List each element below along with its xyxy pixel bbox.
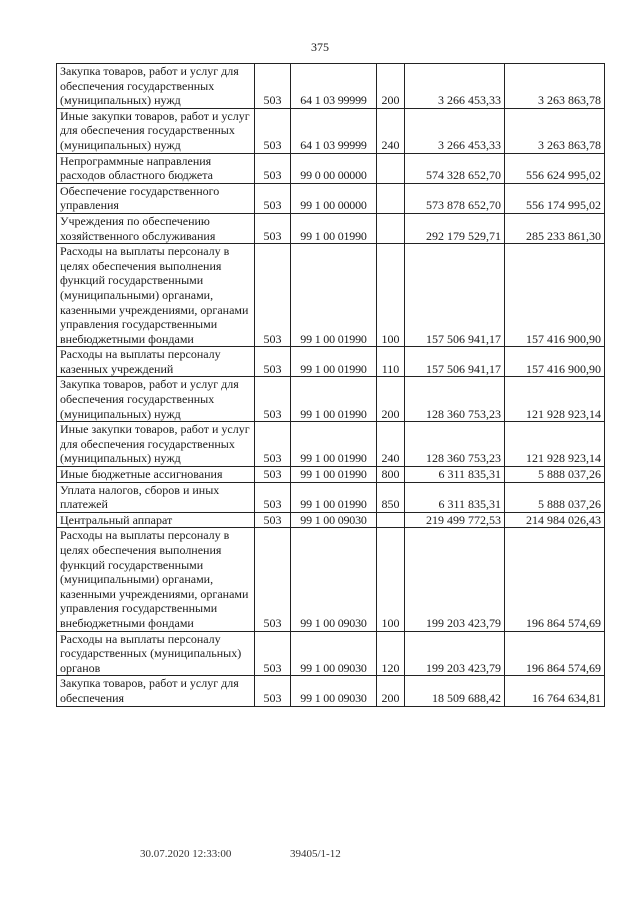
row-amount-2-cell: 121 928 923,14: [505, 377, 605, 422]
row-amount-2-cell: 214 984 026,43: [505, 512, 605, 528]
row-name-cell: Центральный аппарат: [57, 512, 255, 528]
row-amount-1-cell: 574 328 652,70: [405, 153, 505, 183]
footer-doc-number: 39405/1-12: [290, 848, 341, 860]
budget-table-body: [57, 64, 605, 707]
row-section-cell: 503: [255, 64, 291, 109]
row-amount-1-cell: 157 506 941,17: [405, 347, 505, 377]
row-vr-cell: 240: [377, 108, 405, 153]
row-amount-1-cell: 18 509 688,42: [405, 676, 505, 706]
page-number: 375: [311, 40, 329, 54]
row-amount-1-cell: 573 878 652,70: [405, 183, 505, 213]
row-csr-cell: 99 1 00 01990: [291, 482, 377, 512]
row-name-cell: Расходы на выплаты персоналу казенных учреждений: [57, 347, 255, 377]
row-vr-cell: 100: [377, 528, 405, 631]
row-vr-cell: 200: [377, 676, 405, 706]
row-vr-cell: [377, 183, 405, 213]
row-name-cell: Непрограммные направления расходов областного бюджета: [57, 153, 255, 183]
row-section-cell: 503: [255, 676, 291, 706]
table-row: [57, 244, 605, 347]
row-amount-2-cell: 3 263 863,78: [505, 64, 605, 109]
row-name-cell: Иные закупки товаров, работ и услуг для обеспечения государственных (муниципальных) нужд: [57, 108, 255, 153]
row-amount-1-cell: 3 266 453,33: [405, 64, 505, 109]
row-csr-cell: 99 1 00 01990: [291, 347, 377, 377]
row-amount-2-cell: 157 416 900,90: [505, 347, 605, 377]
table-row: [57, 108, 605, 153]
row-amount-1-cell: 128 360 753,23: [405, 377, 505, 422]
row-amount-2-cell: 121 928 923,14: [505, 422, 605, 467]
row-amount-2-cell: 196 864 574,69: [505, 528, 605, 631]
row-section-cell: 503: [255, 153, 291, 183]
table-row: [57, 512, 605, 528]
row-name-cell: Закупка товаров, работ и услуг для обеспечения: [57, 676, 255, 706]
table-row: [57, 213, 605, 243]
row-vr-cell: 800: [377, 467, 405, 483]
row-section-cell: 503: [255, 244, 291, 347]
row-amount-2-cell: 157 416 900,90: [505, 244, 605, 347]
row-section-cell: 503: [255, 482, 291, 512]
row-section-cell: 503: [255, 631, 291, 676]
row-section-cell: 503: [255, 467, 291, 483]
row-section-cell: 503: [255, 213, 291, 243]
row-section-cell: 503: [255, 528, 291, 631]
row-amount-1-cell: 6 311 835,31: [405, 482, 505, 512]
row-amount-2-cell: 3 263 863,78: [505, 108, 605, 153]
row-name-cell: Расходы на выплаты персоналу государственных (муниципальных) органов: [57, 631, 255, 676]
row-amount-1-cell: 128 360 753,23: [405, 422, 505, 467]
row-amount-2-cell: 5 888 037,26: [505, 467, 605, 483]
row-csr-cell: 99 1 00 01990: [291, 377, 377, 422]
row-amount-1-cell: 157 506 941,17: [405, 244, 505, 347]
row-vr-cell: 200: [377, 64, 405, 109]
footer-timestamp: 30.07.2020 12:33:00: [140, 848, 232, 860]
table-row: [57, 528, 605, 631]
row-csr-cell: 99 0 00 00000: [291, 153, 377, 183]
row-csr-cell: 99 1 00 09030: [291, 528, 377, 631]
table-row: [57, 64, 605, 109]
row-amount-2-cell: 5 888 037,26: [505, 482, 605, 512]
row-amount-2-cell: 196 864 574,69: [505, 631, 605, 676]
row-amount-2-cell: 16 764 634,81: [505, 676, 605, 706]
row-vr-cell: [377, 512, 405, 528]
row-name-cell: Уплата налогов, сборов и иных платежей: [57, 482, 255, 512]
table-row: [57, 482, 605, 512]
row-vr-cell: 120: [377, 631, 405, 676]
table-row: [57, 676, 605, 706]
row-csr-cell: 64 1 03 99999: [291, 108, 377, 153]
row-amount-2-cell: 285 233 861,30: [505, 213, 605, 243]
row-name-cell: Закупка товаров, работ и услуг для обеспечения государственных (муниципальных) нужд: [57, 377, 255, 422]
table-row: [57, 153, 605, 183]
budget-table: [56, 63, 605, 707]
row-vr-cell: 850: [377, 482, 405, 512]
row-name-cell: Расходы на выплаты персоналу в целях обеспечения выполнения функций государственными (муниципальными) органами, казенными учреждениями, органами управления государственными внебюджетными фондами: [57, 528, 255, 631]
row-section-cell: 503: [255, 422, 291, 467]
row-vr-cell: 200: [377, 377, 405, 422]
row-section-cell: 503: [255, 347, 291, 377]
table-row: [57, 347, 605, 377]
row-csr-cell: 64 1 03 99999: [291, 64, 377, 109]
row-csr-cell: 99 1 00 09030: [291, 676, 377, 706]
row-amount-2-cell: 556 624 995,02: [505, 153, 605, 183]
row-csr-cell: 99 1 00 01990: [291, 422, 377, 467]
row-csr-cell: 99 1 00 01990: [291, 244, 377, 347]
row-name-cell: Закупка товаров, работ и услуг для обеспечения государственных (муниципальных) нужд: [57, 64, 255, 109]
table-row: [57, 377, 605, 422]
table-row: [57, 183, 605, 213]
row-vr-cell: [377, 213, 405, 243]
row-name-cell: Расходы на выплаты персоналу в целях обеспечения выполнения функций государственными (муниципальными) органами, казенными учреждениями, органами управления государственными внебюджетными фондами: [57, 244, 255, 347]
row-csr-cell: 99 1 00 01990: [291, 467, 377, 483]
row-section-cell: 503: [255, 183, 291, 213]
row-section-cell: 503: [255, 108, 291, 153]
row-amount-1-cell: 199 203 423,79: [405, 528, 505, 631]
table-row: [57, 631, 605, 676]
row-amount-1-cell: 3 266 453,33: [405, 108, 505, 153]
row-amount-1-cell: 292 179 529,71: [405, 213, 505, 243]
row-vr-cell: 110: [377, 347, 405, 377]
row-name-cell: Иные закупки товаров, работ и услуг для обеспечения государственных (муниципальных) нужд: [57, 422, 255, 467]
table-row: [57, 422, 605, 467]
row-name-cell: Обеспечение государственного управления: [57, 183, 255, 213]
row-csr-cell: 99 1 00 09030: [291, 512, 377, 528]
row-csr-cell: 99 1 00 09030: [291, 631, 377, 676]
row-csr-cell: 99 1 00 01990: [291, 213, 377, 243]
row-amount-1-cell: 199 203 423,79: [405, 631, 505, 676]
row-amount-2-cell: 556 174 995,02: [505, 183, 605, 213]
row-csr-cell: 99 1 00 00000: [291, 183, 377, 213]
row-section-cell: 503: [255, 377, 291, 422]
row-vr-cell: 240: [377, 422, 405, 467]
row-vr-cell: 100: [377, 244, 405, 347]
row-section-cell: 503: [255, 512, 291, 528]
row-name-cell: Иные бюджетные ассигнования: [57, 467, 255, 483]
table-row: [57, 467, 605, 483]
row-amount-1-cell: 219 499 772,53: [405, 512, 505, 528]
row-vr-cell: [377, 153, 405, 183]
row-amount-1-cell: 6 311 835,31: [405, 467, 505, 483]
row-name-cell: Учреждения по обеспечению хозяйственного обслуживания: [57, 213, 255, 243]
